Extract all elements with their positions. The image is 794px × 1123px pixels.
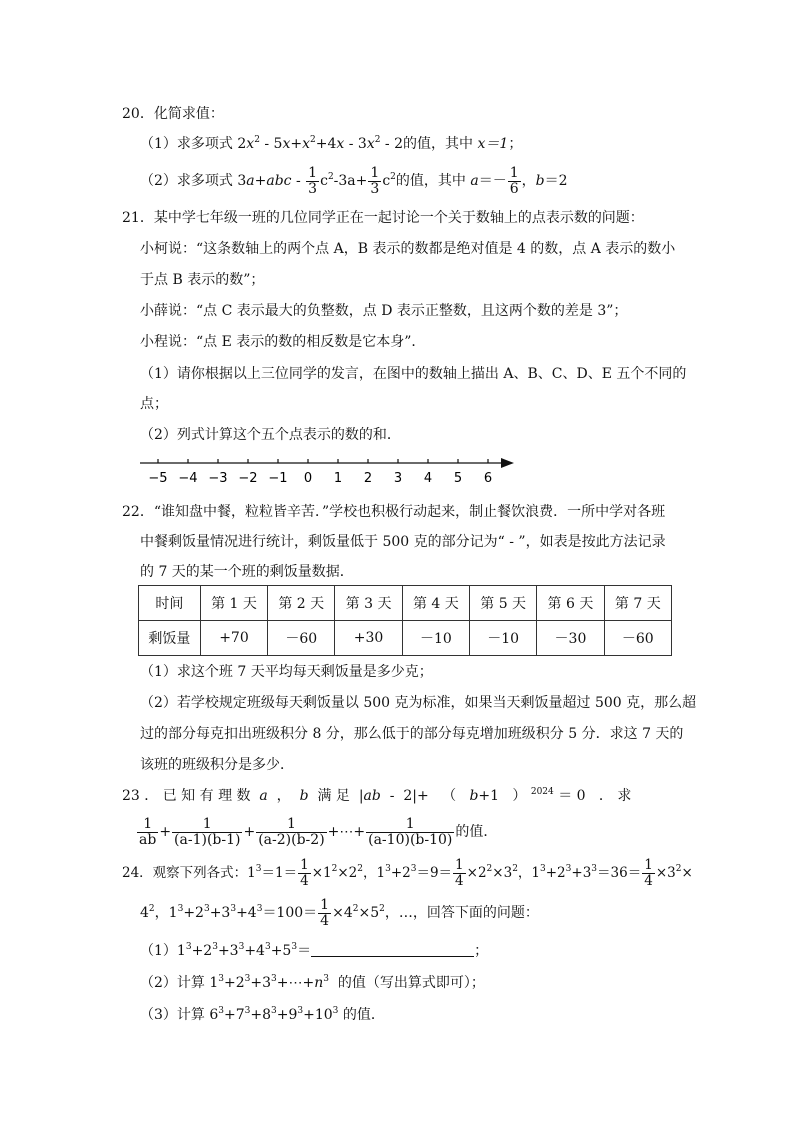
q20-part1-cond: x＝1 <box>477 136 509 152</box>
q24-fraction-2: $\frac{1}{4}$ <box>455 857 464 889</box>
q24-part1: $(1)1^3+2^3+3^3+4^3+5^3=$ ； <box>140 942 489 959</box>
table-cell: +30 <box>335 621 402 656</box>
q22-part2-b: 过的部分每克扣出班级积分 8 分，那么低于的部分每克增加班级积分 5 分．求这 7 天的 <box>140 726 684 742</box>
q22-line-2: 中餐剩饭量情况进行统计，剩饭量低于 500 克的部分记为“ - ”，如表是按此方法记录 <box>140 534 666 550</box>
number-line-label: −1 <box>268 471 288 486</box>
q23-fraction-3: $\frac{1}{(a-2)(b-2)}$ <box>258 815 325 848</box>
number-line-label: 4 <box>423 471 433 486</box>
q24-fraction-3: $\frac{1}{4}$ <box>644 857 653 889</box>
q22-line-1: 22．“谁知盘中餐，粒粒皆辛苦．”学校也积极行动起来，制止餐饮浪费．一所中学对各班 <box>122 504 666 520</box>
answer-blank[interactable] <box>311 942 474 957</box>
q20-part1-expression: $2x^2 - 5x+x^2+4x - 3x^2 - 2$ <box>237 135 404 152</box>
q23-line-1: 23 ． 已 知 有 理 数 a ， b 满 足 |ab - 2|+ （ b+1 ） $^{2024}$ ＝ 0 ． 求 <box>122 787 632 804</box>
number-line-label: 0 <box>303 471 313 486</box>
q21-line-3: 小薛说：“点 C 表示最大的负整数，点 D 表示正整数，且这两个数的差是 3”； <box>140 303 628 319</box>
q20-part2-cond-b: ，b＝2 <box>521 173 568 189</box>
table-cell: －60 <box>604 621 671 656</box>
q24-line-1: 24．观察下列各式：$1^3=1=$ $\frac{1}{4}$ $\times 1^2\times 2^2$，$1^3+2^3=9=$ $\frac{1}{4}$ $\times 2^2\times 3^2$，$1^3+2^3+3^3=36=$ $\frac{1}{4}$ $\times 3^2\times$ <box>122 857 693 889</box>
table-cell: +70 <box>200 621 267 656</box>
q21-line-1: 小柯说：“这条数轴上的两个点 A，B 表示的数都是绝对值是 4 的数，点 A 表示的数小 <box>140 241 676 257</box>
table-header-day: 第 4 天 <box>402 586 469 621</box>
q21-line-2: 于点 B 表示的数”； <box>140 272 265 288</box>
q21-line-4: 小程说：“点 E 表示的数的相反数是它本身”． <box>140 334 426 350</box>
number-line-label: 2 <box>363 471 373 486</box>
table-cell: －10 <box>402 621 469 656</box>
q22-part2-c: 该班的班级积分是多少． <box>140 757 294 773</box>
q24-fraction-1: $\frac{1}{4}$ <box>300 857 309 889</box>
q20-part1-mid: 的值，其中 <box>403 136 478 152</box>
q20-part1-lead: （1）求多项式 <box>140 136 238 152</box>
q20-part1 <box>140 134 522 154</box>
number-line-label: −5 <box>148 471 168 486</box>
table-row <box>139 621 672 656</box>
table-row-label: 剩饭量 <box>139 621 201 656</box>
q21-heading: 21．某中学七年级一班的几位同学正在一起讨论一个关于数轴上的点表示数的问题： <box>122 210 644 226</box>
q22-part2-a: （2）若学校规定班级每天剩饭量以 500 克为标准，如果当天剩饭量超过 500 克，那么超 <box>140 695 697 711</box>
q21-part1-a: （1）请你根据以上三位同学的发言，在图中的数轴上描出 A、B、C、D、E 五个不同的 <box>140 366 687 382</box>
q20-part2-expr-b: $c^2-3a+$ <box>320 172 368 189</box>
q20-part2-cond-a: a＝－ <box>470 173 507 189</box>
table-cell: －30 <box>537 621 604 656</box>
table-cell: －10 <box>470 621 537 656</box>
table-cell: －60 <box>268 621 335 656</box>
table-header-row <box>139 586 672 621</box>
number-line-label: −4 <box>178 471 198 486</box>
table-header-day: 第 5 天 <box>470 586 537 621</box>
q20-fraction-1: $\frac{1}{3}$ <box>308 164 318 197</box>
q20-part2-lead: （2）求多项式 <box>140 173 238 189</box>
table-header-day: 第 7 天 <box>604 586 671 621</box>
q24-part3: （3）计算 $6^3+7^3+8^3+9^3+10^3$ 的值． <box>140 1006 385 1023</box>
number-line-label: −3 <box>208 471 228 486</box>
q23-fraction-1: $\frac{1}{ab}$ <box>139 815 157 848</box>
table-header-day: 第 6 天 <box>537 586 604 621</box>
q20-part2-mid: 的值，其中 <box>395 173 471 189</box>
table-header-day: 第 1 天 <box>200 586 267 621</box>
number-line-label: −2 <box>238 471 258 486</box>
q22-part1: （1）求这个班 7 天平均每天剩饭量是多少克； <box>140 664 433 680</box>
q20-fraction-3: $\frac{1}{6}$ <box>509 164 519 197</box>
q21-part2: （2）列式计算这个五个点表示的数的和． <box>140 427 401 443</box>
q20-part1-tail: ； <box>508 136 523 152</box>
number-line-label: 5 <box>453 471 463 486</box>
number-line-label: 3 <box>393 471 403 486</box>
table-header-time: 时间 <box>139 586 201 621</box>
number-line-label: 6 <box>483 471 493 486</box>
table-header-day: 第 2 天 <box>268 586 335 621</box>
q23-ellipsis: +⋯+ <box>327 824 366 840</box>
q20-heading: 20．化简求值： <box>122 106 224 122</box>
q23-tail: 的值． <box>455 824 498 840</box>
q20-part2-expr-a: 3a+abc - <box>237 173 306 189</box>
leftover-table <box>138 585 672 656</box>
q24-part2: （2）计算 $1^3+2^3+3^3+\cdots+n^3$ 的值（写出算式即可）； <box>140 974 485 991</box>
q20-fraction-2: $\frac{1}{3}$ <box>370 164 380 197</box>
q24-line-2: $4^2$，$1^3+2^3+3^3+4^3=100=$ $\frac{1}{4}$ $\times 4^2\times 5^2$，…，回答下面的问题： <box>140 896 539 929</box>
q21-part1-b: 点； <box>140 396 168 412</box>
q20-part2-expr-c: $c^2$ <box>382 172 396 189</box>
q22-line-3: 的 7 天的某一个班的剩饭量数据． <box>140 564 354 580</box>
number-line <box>130 452 520 486</box>
q20-part2 <box>140 164 568 198</box>
q23-expression: $\frac{1}{ab}$ + $\frac{1}{(a-1)(b-1)}$ + $\frac{1}{(a-2)(b-2)}$ +⋯+ $\frac{1}{(a-10)(b-10)}$ 的值． <box>139 815 498 848</box>
table-header-day: 第 3 天 <box>335 586 402 621</box>
q23-fraction-2: $\frac{1}{(a-1)(b-1)}$ <box>174 815 241 848</box>
number-line-label: 1 <box>333 471 343 486</box>
q24-fraction-4: $\frac{1}{4}$ <box>320 896 330 929</box>
q23-fraction-4: $\frac{1}{(a-10)(b-10)}$ <box>368 815 453 848</box>
